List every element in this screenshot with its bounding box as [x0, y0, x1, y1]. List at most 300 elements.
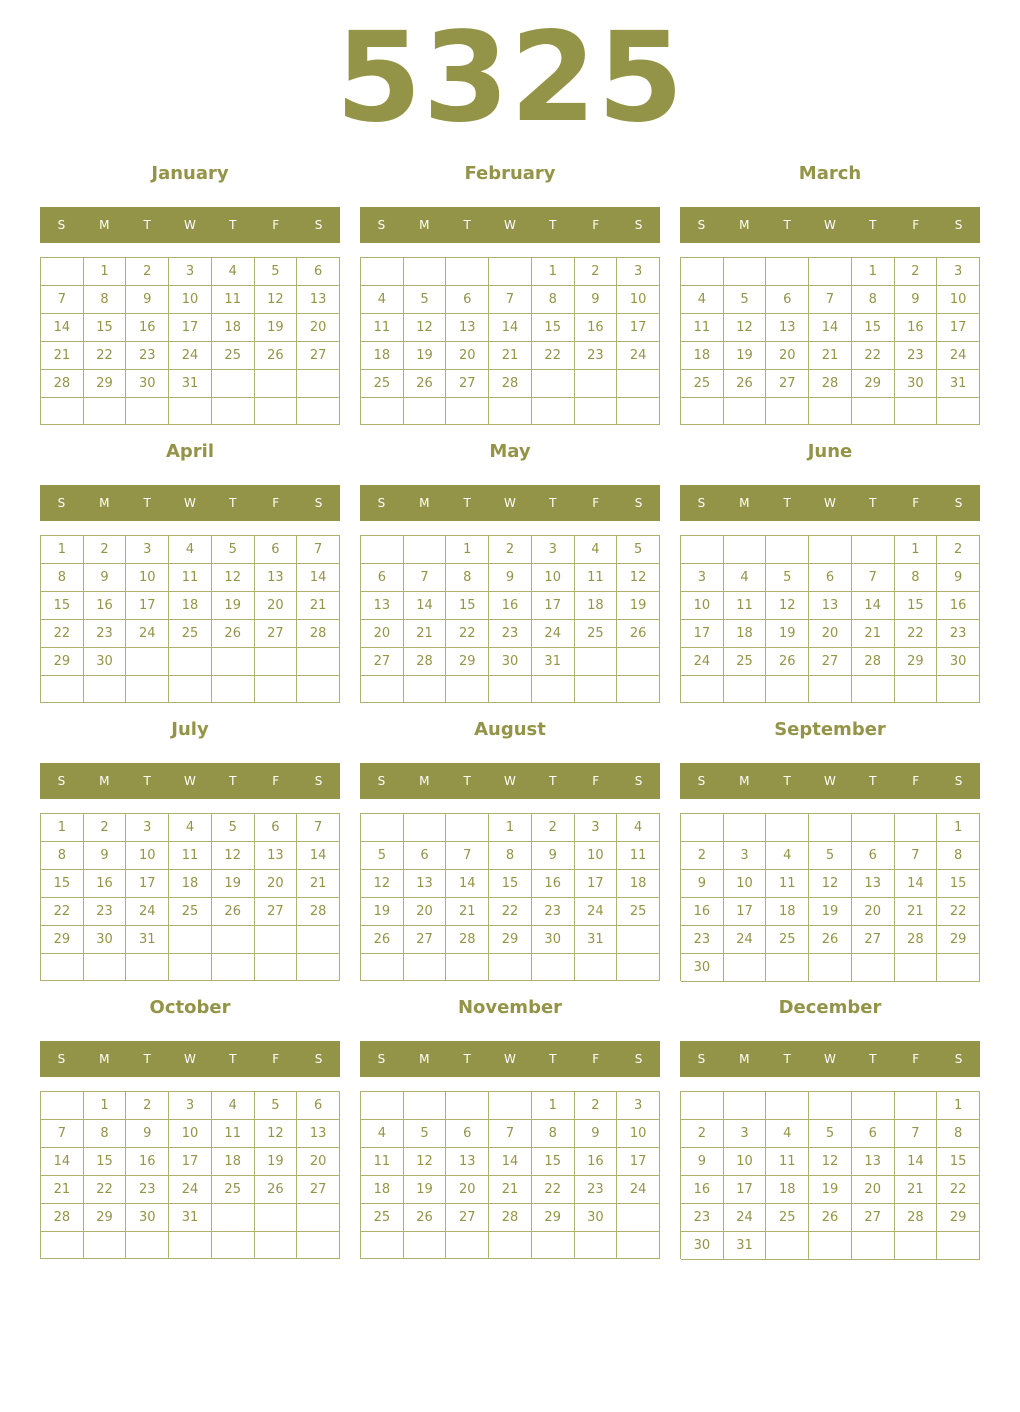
- empty-day-cell: [617, 954, 660, 981]
- day-cell: 14: [404, 592, 447, 620]
- empty-day-cell: [852, 1092, 895, 1120]
- day-cell: 9: [126, 286, 169, 314]
- weekday-label: S: [954, 1052, 963, 1066]
- day-cell: 17: [126, 592, 169, 620]
- weekday-label: T: [549, 1052, 557, 1066]
- weekday-label: S: [57, 1052, 66, 1066]
- weekday-label: M: [99, 218, 110, 232]
- empty-day-cell: [297, 1232, 340, 1259]
- weekday-label: S: [377, 774, 386, 788]
- empty-day-cell: [681, 258, 724, 286]
- empty-day-cell: [255, 1232, 298, 1259]
- month-march: [680, 160, 980, 438]
- day-cell: 7: [852, 564, 895, 592]
- day-cell: 26: [255, 342, 298, 370]
- day-cell: 8: [41, 842, 84, 870]
- day-cell: 2: [575, 258, 618, 286]
- empty-day-cell: [297, 648, 340, 676]
- day-cell: 7: [446, 842, 489, 870]
- empty-day-cell: [255, 398, 298, 425]
- weekday-label: S: [57, 774, 66, 788]
- day-cell: 3: [575, 814, 618, 842]
- empty-day-cell: [255, 648, 298, 676]
- empty-day-cell: [255, 1204, 298, 1232]
- day-cell: 12: [255, 286, 298, 314]
- empty-day-cell: [361, 676, 404, 703]
- day-cell: 14: [446, 870, 489, 898]
- day-cell: 15: [446, 592, 489, 620]
- month-name: March: [798, 163, 862, 184]
- day-cell: 12: [404, 314, 447, 342]
- day-cell: 3: [169, 1092, 212, 1120]
- weekday-label: W: [504, 774, 516, 788]
- day-cell: 18: [169, 870, 212, 898]
- day-cell: 19: [809, 1176, 852, 1204]
- day-cell: 6: [255, 536, 298, 564]
- day-cell: 2: [532, 814, 575, 842]
- day-cell: 30: [126, 370, 169, 398]
- weekday-label: S: [697, 1052, 706, 1066]
- day-cell: 9: [489, 564, 532, 592]
- day-cell: 24: [617, 1176, 660, 1204]
- day-cell: 26: [724, 370, 767, 398]
- day-cell: 26: [809, 1204, 852, 1232]
- day-cell: 9: [895, 286, 938, 314]
- day-cell: 4: [169, 536, 212, 564]
- weekday-label: F: [592, 774, 600, 788]
- day-cell: 24: [724, 926, 767, 954]
- weekday-label: S: [377, 218, 386, 232]
- day-cell: 24: [681, 648, 724, 676]
- day-cell: 16: [681, 1176, 724, 1204]
- day-cell: 5: [809, 842, 852, 870]
- day-cell: 9: [126, 1120, 169, 1148]
- day-cell: 28: [297, 620, 340, 648]
- day-cell: 2: [84, 814, 127, 842]
- empty-day-cell: [809, 1092, 852, 1120]
- day-cell: 28: [489, 1204, 532, 1232]
- weekday-label: W: [824, 774, 836, 788]
- day-cell: 11: [361, 1148, 404, 1176]
- day-cell: 18: [212, 1148, 255, 1176]
- day-cell: 20: [809, 620, 852, 648]
- day-cell: 22: [895, 620, 938, 648]
- day-cell: 29: [446, 648, 489, 676]
- empty-day-cell: [809, 814, 852, 842]
- day-cell: 28: [297, 898, 340, 926]
- empty-day-cell: [212, 954, 255, 981]
- day-cell: 10: [126, 842, 169, 870]
- day-cell: 14: [895, 1148, 938, 1176]
- empty-day-cell: [446, 814, 489, 842]
- day-cell: 12: [809, 1148, 852, 1176]
- empty-day-cell: [446, 1092, 489, 1120]
- weekday-label: S: [697, 496, 706, 510]
- day-cell: 4: [361, 286, 404, 314]
- empty-day-cell: [724, 954, 767, 982]
- day-cell: 16: [937, 592, 980, 620]
- day-cell: 26: [255, 1176, 298, 1204]
- day-cell: 10: [681, 592, 724, 620]
- weekday-label: T: [869, 1052, 877, 1066]
- empty-day-cell: [809, 258, 852, 286]
- day-cell: 2: [681, 842, 724, 870]
- month-name: February: [464, 163, 556, 184]
- day-cell: 21: [852, 620, 895, 648]
- day-cell: 7: [297, 814, 340, 842]
- day-cell: 7: [489, 1120, 532, 1148]
- day-cell: 30: [84, 648, 127, 676]
- day-cell: 18: [766, 898, 809, 926]
- day-cell: 8: [446, 564, 489, 592]
- month-name: June: [807, 441, 853, 462]
- day-cell: 10: [937, 286, 980, 314]
- weekday-label: M: [99, 1052, 110, 1066]
- weekday-label: M: [419, 774, 430, 788]
- day-cell: 23: [126, 1176, 169, 1204]
- day-cell: 7: [895, 842, 938, 870]
- day-cell: 18: [212, 314, 255, 342]
- weekday-label: T: [229, 496, 237, 510]
- day-cell: 9: [575, 286, 618, 314]
- day-cell: 2: [126, 1092, 169, 1120]
- empty-day-cell: [724, 676, 767, 703]
- empty-day-cell: [361, 258, 404, 286]
- empty-day-cell: [575, 1232, 618, 1259]
- day-cell: 22: [41, 898, 84, 926]
- day-grid: [680, 257, 980, 425]
- day-cell: 1: [852, 258, 895, 286]
- empty-day-cell: [895, 676, 938, 703]
- day-cell: 23: [681, 926, 724, 954]
- empty-day-cell: [532, 398, 575, 425]
- day-cell: 21: [809, 342, 852, 370]
- day-cell: 27: [255, 620, 298, 648]
- empty-day-cell: [404, 536, 447, 564]
- empty-day-cell: [489, 954, 532, 981]
- day-cell: 28: [895, 926, 938, 954]
- day-cell: 4: [766, 842, 809, 870]
- day-cell: 27: [446, 370, 489, 398]
- day-cell: 13: [361, 592, 404, 620]
- empty-day-cell: [724, 398, 767, 425]
- empty-day-cell: [575, 398, 618, 425]
- weekday-label: S: [697, 774, 706, 788]
- day-cell: 3: [681, 564, 724, 592]
- year-title: 5325: [335, 6, 685, 150]
- weekday-label: T: [229, 218, 237, 232]
- day-cell: 20: [404, 898, 447, 926]
- weekday-header: [680, 763, 980, 799]
- day-cell: 15: [489, 870, 532, 898]
- day-cell: 4: [617, 814, 660, 842]
- weekday-label: T: [869, 496, 877, 510]
- empty-day-cell: [212, 370, 255, 398]
- day-cell: 1: [84, 1092, 127, 1120]
- empty-day-cell: [41, 1092, 84, 1120]
- weekday-label: F: [912, 774, 920, 788]
- day-cell: 14: [852, 592, 895, 620]
- empty-day-cell: [937, 398, 980, 425]
- empty-day-cell: [681, 536, 724, 564]
- day-cell: 2: [937, 536, 980, 564]
- month-name: August: [474, 719, 546, 740]
- day-cell: 29: [84, 1204, 127, 1232]
- empty-day-cell: [617, 398, 660, 425]
- empty-day-cell: [532, 676, 575, 703]
- day-cell: 2: [489, 536, 532, 564]
- day-cell: 30: [895, 370, 938, 398]
- day-cell: 22: [41, 620, 84, 648]
- day-cell: 23: [681, 1204, 724, 1232]
- day-cell: 28: [404, 648, 447, 676]
- weekday-header: [360, 485, 660, 521]
- day-cell: 18: [724, 620, 767, 648]
- day-cell: 31: [724, 1232, 767, 1260]
- empty-day-cell: [361, 398, 404, 425]
- day-cell: 5: [766, 564, 809, 592]
- day-cell: 3: [126, 536, 169, 564]
- weekday-label: T: [869, 218, 877, 232]
- day-cell: 17: [724, 898, 767, 926]
- day-grid: [360, 813, 660, 981]
- day-cell: 23: [84, 620, 127, 648]
- empty-day-cell: [681, 1092, 724, 1120]
- weekday-header: [40, 763, 340, 799]
- weekday-label: T: [463, 496, 471, 510]
- day-cell: 6: [404, 842, 447, 870]
- empty-day-cell: [809, 1232, 852, 1260]
- empty-day-cell: [126, 954, 169, 981]
- day-cell: 27: [297, 1176, 340, 1204]
- day-cell: 1: [532, 258, 575, 286]
- weekday-header: [360, 207, 660, 243]
- empty-day-cell: [41, 954, 84, 981]
- empty-day-cell: [852, 954, 895, 982]
- empty-day-cell: [895, 1232, 938, 1260]
- weekday-header: [680, 485, 980, 521]
- day-cell: 27: [255, 898, 298, 926]
- empty-day-cell: [617, 1232, 660, 1259]
- weekday-label: S: [314, 774, 323, 788]
- weekday-header: [680, 1041, 980, 1077]
- day-cell: 10: [617, 1120, 660, 1148]
- day-cell: 18: [681, 342, 724, 370]
- day-cell: 9: [84, 564, 127, 592]
- day-cell: 3: [724, 1120, 767, 1148]
- day-cell: 21: [297, 592, 340, 620]
- empty-day-cell: [532, 370, 575, 398]
- day-cell: 16: [532, 870, 575, 898]
- weekday-label: T: [549, 774, 557, 788]
- weekday-label: M: [99, 496, 110, 510]
- day-cell: 11: [575, 564, 618, 592]
- day-cell: 19: [809, 898, 852, 926]
- day-cell: 27: [766, 370, 809, 398]
- empty-day-cell: [852, 1232, 895, 1260]
- day-cell: 6: [809, 564, 852, 592]
- empty-day-cell: [617, 648, 660, 676]
- day-cell: 19: [617, 592, 660, 620]
- day-cell: 14: [297, 564, 340, 592]
- day-cell: 18: [361, 342, 404, 370]
- empty-day-cell: [724, 814, 767, 842]
- day-cell: 8: [84, 1120, 127, 1148]
- empty-day-cell: [766, 398, 809, 425]
- day-cell: 7: [489, 286, 532, 314]
- empty-day-cell: [937, 954, 980, 982]
- day-cell: 22: [84, 1176, 127, 1204]
- weekday-label: S: [634, 218, 643, 232]
- empty-day-cell: [532, 954, 575, 981]
- day-cell: 1: [895, 536, 938, 564]
- empty-day-cell: [404, 954, 447, 981]
- day-cell: 29: [937, 1204, 980, 1232]
- day-cell: 7: [404, 564, 447, 592]
- day-cell: 17: [575, 870, 618, 898]
- day-cell: 6: [361, 564, 404, 592]
- day-cell: 11: [766, 1148, 809, 1176]
- empty-day-cell: [575, 648, 618, 676]
- day-cell: 17: [724, 1176, 767, 1204]
- day-cell: 2: [84, 536, 127, 564]
- day-cell: 14: [489, 314, 532, 342]
- empty-day-cell: [41, 1232, 84, 1259]
- weekday-label: T: [783, 218, 791, 232]
- empty-day-cell: [404, 1092, 447, 1120]
- day-cell: 30: [681, 954, 724, 982]
- day-cell: 3: [617, 258, 660, 286]
- day-cell: 21: [489, 342, 532, 370]
- empty-day-cell: [297, 954, 340, 981]
- empty-day-cell: [297, 926, 340, 954]
- day-cell: 3: [169, 258, 212, 286]
- day-cell: 19: [212, 592, 255, 620]
- day-cell: 13: [446, 1148, 489, 1176]
- month-april: [40, 438, 340, 716]
- day-cell: 28: [895, 1204, 938, 1232]
- day-cell: 10: [169, 286, 212, 314]
- month-name: April: [165, 441, 215, 462]
- day-cell: 19: [255, 1148, 298, 1176]
- weekday-label: F: [272, 218, 280, 232]
- empty-day-cell: [212, 1204, 255, 1232]
- weekday-label: F: [272, 774, 280, 788]
- weekday-label: T: [783, 1052, 791, 1066]
- day-cell: 1: [937, 814, 980, 842]
- empty-day-cell: [766, 258, 809, 286]
- month-january: [40, 160, 340, 438]
- day-cell: 23: [575, 1176, 618, 1204]
- day-cell: 1: [532, 1092, 575, 1120]
- empty-day-cell: [617, 926, 660, 954]
- day-cell: 16: [84, 870, 127, 898]
- day-grid: [360, 257, 660, 425]
- empty-day-cell: [852, 814, 895, 842]
- empty-day-cell: [489, 676, 532, 703]
- empty-day-cell: [575, 676, 618, 703]
- day-cell: 12: [809, 870, 852, 898]
- day-cell: 4: [361, 1120, 404, 1148]
- day-cell: 8: [489, 842, 532, 870]
- empty-day-cell: [361, 1092, 404, 1120]
- day-cell: 26: [404, 370, 447, 398]
- day-cell: 25: [169, 898, 212, 926]
- day-cell: 20: [297, 1148, 340, 1176]
- empty-day-cell: [446, 1232, 489, 1259]
- day-cell: 29: [489, 926, 532, 954]
- empty-day-cell: [489, 258, 532, 286]
- empty-day-cell: [724, 536, 767, 564]
- day-cell: 4: [766, 1120, 809, 1148]
- day-cell: 29: [852, 370, 895, 398]
- empty-day-cell: [895, 814, 938, 842]
- empty-day-cell: [297, 398, 340, 425]
- day-cell: 20: [446, 342, 489, 370]
- empty-day-cell: [41, 258, 84, 286]
- day-cell: 30: [84, 926, 127, 954]
- month-july: [40, 716, 340, 994]
- day-cell: 15: [532, 314, 575, 342]
- month-name: September: [774, 719, 886, 740]
- day-cell: 16: [575, 314, 618, 342]
- empty-day-cell: [446, 398, 489, 425]
- day-cell: 17: [617, 314, 660, 342]
- weekday-label: S: [377, 1052, 386, 1066]
- day-cell: 11: [169, 564, 212, 592]
- month-may: [360, 438, 660, 716]
- day-cell: 26: [212, 620, 255, 648]
- day-cell: 14: [297, 842, 340, 870]
- day-grid: [360, 1091, 660, 1259]
- weekday-label: M: [419, 1052, 430, 1066]
- weekday-label: W: [504, 1052, 516, 1066]
- day-cell: 19: [404, 342, 447, 370]
- day-cell: 21: [297, 870, 340, 898]
- empty-day-cell: [41, 676, 84, 703]
- empty-day-cell: [489, 1232, 532, 1259]
- weekday-label: F: [912, 496, 920, 510]
- day-grid: [360, 535, 660, 703]
- day-cell: 24: [532, 620, 575, 648]
- day-cell: 9: [532, 842, 575, 870]
- day-cell: 25: [681, 370, 724, 398]
- weekday-label: T: [143, 774, 151, 788]
- empty-day-cell: [446, 954, 489, 981]
- day-cell: 16: [575, 1148, 618, 1176]
- weekday-label: F: [912, 218, 920, 232]
- day-cell: 25: [575, 620, 618, 648]
- day-cell: 6: [446, 286, 489, 314]
- day-cell: 17: [532, 592, 575, 620]
- day-cell: 3: [617, 1092, 660, 1120]
- day-cell: 9: [681, 1148, 724, 1176]
- day-cell: 26: [404, 1204, 447, 1232]
- weekday-label: M: [739, 1052, 750, 1066]
- weekday-label: S: [314, 496, 323, 510]
- day-cell: 21: [404, 620, 447, 648]
- weekday-label: T: [143, 218, 151, 232]
- day-cell: 9: [575, 1120, 618, 1148]
- day-cell: 10: [617, 286, 660, 314]
- day-cell: 19: [255, 314, 298, 342]
- empty-day-cell: [169, 954, 212, 981]
- day-cell: 25: [361, 1204, 404, 1232]
- day-cell: 30: [126, 1204, 169, 1232]
- day-cell: 17: [169, 314, 212, 342]
- weekday-header: [680, 207, 980, 243]
- month-name: October: [149, 997, 231, 1018]
